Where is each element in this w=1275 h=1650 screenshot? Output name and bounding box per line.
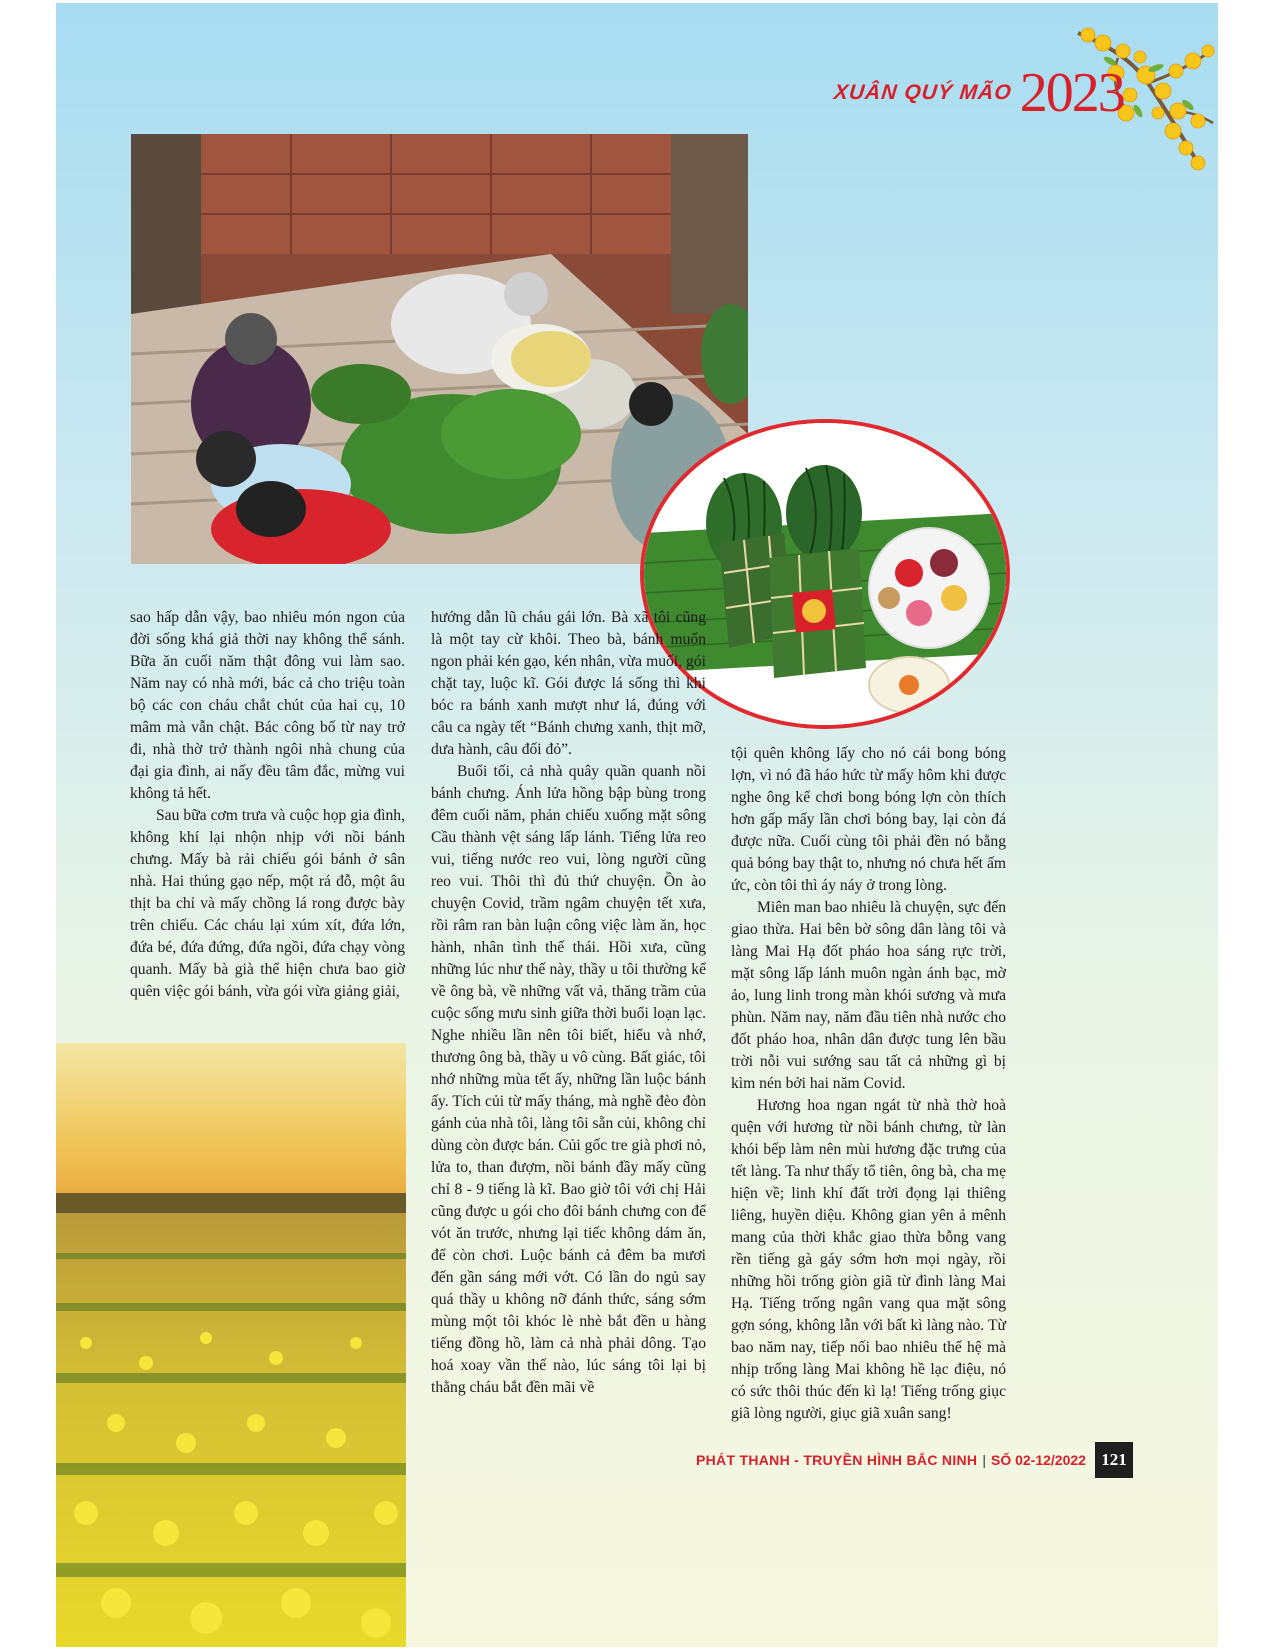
paragraph: Hương hoa ngan ngát từ nhà thờ hoà quện với hương từ nồi bánh chưng, từ làn khói bếp làm nên mùi hương đặc trưng của tết làng. Ta như thấy tổ tiên, ông bà, cha mẹ hiện về; linh khí đất trời đọng lại thiêng liêng, huyền diệu. Không gian yên ả mênh mang của thời khắc giao thừa bỗng vang rền tiếng gà gáy sớm hơn mọi ngày, rồi những hồi trống giòn giã từ đình làng Mai Hạ. Tiếng trống ngân vang qua mặt sông gợn sóng, không lẫn với bất kì làng nào. Từ bao năm nay, tiếp nối bao nhiêu thế hệ mà nhịp trống làng Mai không hề lạc điệu, nó có sức thôi thúc đến kì lạ! Tiếng trống giục giã lòng người, giục giã xuân sang! (731, 1097, 1006, 1422)
paragraph: sao hấp dẫn vậy, bao nhiêu món ngon của đời sống khá giả thời nay không thể sánh. Bữa ăn cuối năm thật đông vui làm sao. Năm nay có nhà mới, bác cả cho triệu toàn bộ các con cháu chắt chút của hai cụ, 10 mâm mà vẫn chật. Bác công bố từ nay trở đi, nhà thờ trở thành ngôi nhà chung của đại gia đình, ai nấy đều tâm đắc, mừng vui không tả hết. (130, 609, 405, 802)
article-column-3 (731, 743, 1006, 1425)
paragraph: tội quên không lấy cho nó cái bong bóng lợn, vì nó đã háo hức từ mấy hôm khi được nghe ông kể chơi bong bóng lợn còn thích hơn gấp mấy lần chơi bóng bay, lại còn đá được nữa. Cuối cùng tôi phải đền nó bằng quả bóng bay thật to, nhưng nó chưa hết ấm ức, còn tôi thì áy náy ở trong lòng. (731, 745, 1006, 894)
page-footer (696, 1440, 1133, 1480)
magazine-page (56, 3, 1218, 1647)
paragraph: Sau bữa cơm trưa và cuộc họp gia đình, không khí lại nhộn nhịp với nồi bánh chưng. Mấy bà rải chiếu gói bánh ở sân nhà. Hai thúng gạo nếp, một rá đỗ, một âu thịt ba chỉ và mấy chồng lá rong được bày trên chiếu. Các cháu lại xúm xít, đứa lớn, đứa bé, đứa đứng, đứa ngồi, đứa chạy vòng quanh. Mấy bà già thể hiện chưa bao giờ quên việc gói bánh, vừa gói vừa giảng giải, (130, 807, 405, 1000)
article-column-2 (431, 607, 706, 1399)
paragraph: Miên man bao nhiêu là chuyện, sực đến giao thừa. Hai bên bờ sông dân làng tôi và làng Mai Hạ đốt pháo hoa sáng rực trời, mặt sông lấp lánh muôn ngàn ánh bạc, mờ ảo, lung linh trong màn khói sương và mưa phùn. Năm nay, năm đầu tiên nhà nước cho đốt pháo hoa, nhân dân được tung lên bầu trời nỗi vui sướng sau tất cả những gì bị kìm nén bởi hai năm Covid. (731, 899, 1006, 1092)
family-making-banh-chung-photo (131, 134, 748, 564)
header-year: 2023 (1019, 62, 1124, 124)
paragraph: hướng dẫn lũ cháu gái lớn. Bà xã tôi cũng là một tay cừ khôi. Theo bà, bánh muốn ngon phải kén gạo, kén nhân, vừa muối, gói chặt tay, luộc kĩ. Gói được lá sống thì khi bóc ra bánh xanh mượt như lá, đúng với câu ca ngày tết “Bánh chưng xanh, thịt mỡ, dưa hành, câu đối đỏ”. (431, 609, 706, 758)
mustard-flower-field-sunset-photo (56, 1043, 406, 1647)
issue-number: SỐ 02-12/2022 (990, 1452, 1086, 1468)
article-column-1 (130, 607, 405, 1003)
publication-name: PHÁT THANH - TRUYỀN HÌNH BẮC NINH (696, 1452, 978, 1468)
page-number: 121 (1095, 1442, 1133, 1478)
magazine-header (832, 62, 1124, 124)
footer-separator: | (982, 1452, 986, 1468)
header-title: XUÂN QUÝ MÃO (832, 81, 1013, 104)
paragraph: Buổi tối, cả nhà quây quần quanh nồi bánh chưng. Ánh lửa hồng bập bùng trong đêm cuối năm, phản chiếu xuống mặt sông Cầu thành vệt sáng lấp lánh. Tiếng lửa reo vui, tiếng nước reo vui, lòng người cũng reo vui. Thôi thì đủ thứ chuyện. Ồn ào chuyện Covid, trầm ngâm chuyện tết xưa, rồi râm ran bàn luận công việc làm ăn, học hành, nhân tình thế thái. Hồi xưa, cũng những lúc như thế này, thầy u tôi thường kể về ông bà, về những vất vả, thăng trầm của cuộc sống mưu sinh giữa thời buổi loạn lạc. Nghe nhiều lần nên tôi biết, hiểu và nhớ, thương ông bà, thầy u vô cùng. Bất giác, tôi nhớ những mùa tết ấy, những lần luộc bánh ấy. Tích củi từ mấy tháng, mà nghề đèo đòn gánh của nhà tôi, làng tôi sẵn củi, không chỉ dùng còn được bán. Củi gốc tre già phơi nỏ, lửa to, than đượm, nồi bánh đầy mấy cũng chỉ 8 - 9 tiếng là kĩ. Bao giờ tôi với chị Hải cũng được u gói cho đôi bánh chưng con để vót ăn trước, nhưng lại tiếc không dám ăn, để còn chơi. Luộc bánh cả đêm ba mươi đến gần sáng mới vớt. Có lần do ngủ say quá thầy u không nỡ đánh thức, sáng sớm mùng một tôi khóc lè nhè bắt đền u hàng tiếng đồng hồ, làm cả nhà phải dông. Tạo hoá xoay vần thế nào, lúc sáng tôi lại bị thằng cháu bắt đền mãi về (431, 763, 706, 1396)
